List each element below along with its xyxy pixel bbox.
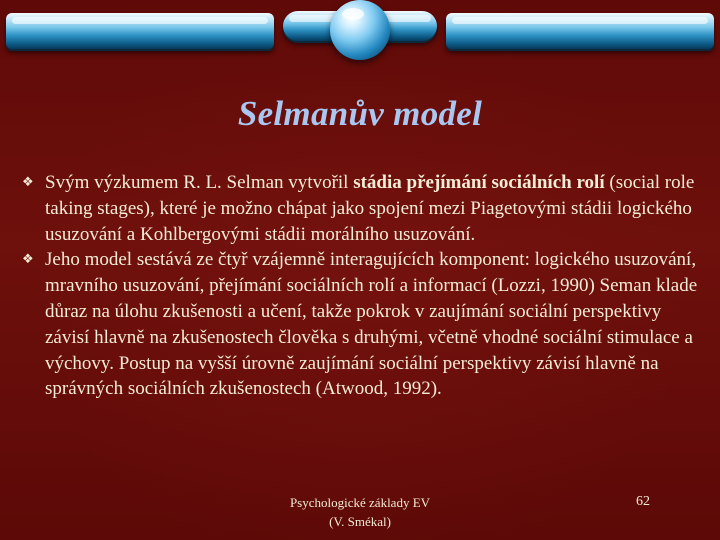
header-bar-right <box>446 13 714 49</box>
bullet-list <box>22 170 700 402</box>
footer-course: Psychologické základy EV <box>289 495 431 510</box>
globe-orb-icon <box>330 0 390 60</box>
bullet-1-emphasis: stádia přejímání sociálních rolí <box>353 172 605 193</box>
bullet-1-text-end: (social role taking stages), které je možno chápat jako spojení mezi Piagetovými stádii logického usuzování a Kohlbergovými stádii morálního usuzování. <box>45 172 695 245</box>
diamond-leaf-bullet-icon: ❖ <box>22 175 34 190</box>
slide-title: Selmanův model <box>237 94 483 133</box>
bullet-item-1 <box>22 170 700 247</box>
bullet-1-text-start: Svým výzkumem R. L. Selman vytvořil <box>45 172 354 193</box>
header-bar-left <box>6 13 274 49</box>
footer-author: (V. Smékal) <box>329 514 391 529</box>
diamond-leaf-bullet-icon: ❖ <box>22 252 34 268</box>
bullet-item-2 <box>22 247 700 402</box>
footer <box>270 493 450 531</box>
page-number: 62 <box>636 494 650 509</box>
bullet-2-text: Jeho model sestává ze čtyř vzájemně interagujících komponent: logického usuzování, mravního usuzování, přejímání sociálních rolí a informací (Lozzi, 1990) Seman klade důraz na úlohu zkušenosti a učení, takže pokrok v zaujímání sociální perspektivy závisí hlavně na zkušenostech člověka s druhými, včetně vhodné sociální stimulace a výchovy. Postup na vyšší úrovně zaujímání sociální perspektivy závisí hlavně na správných sociálních zkušenostech (Atwood, 1992). <box>45 249 698 400</box>
